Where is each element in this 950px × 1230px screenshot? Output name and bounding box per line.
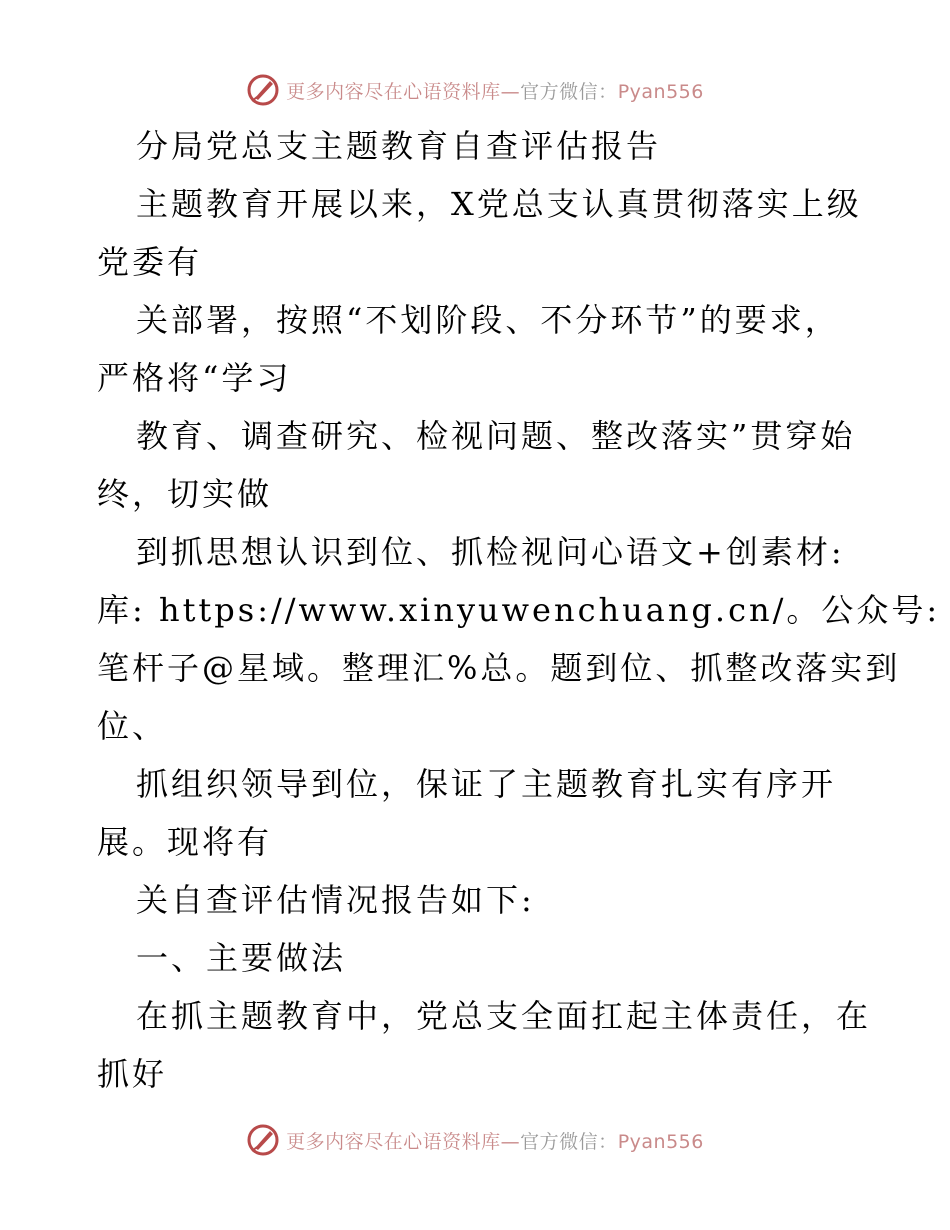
banner-wechat-label: 官方微信：	[520, 1130, 618, 1153]
paragraph-line: 主题教育开展以来，X党总支认真贯彻落实上级	[136, 185, 862, 223]
paragraph-line: 笔杆子@星域。整理汇%总。题到位、抓整改落实到	[97, 649, 901, 687]
paragraph-line: 党委有	[97, 243, 203, 281]
banner-dash: —	[500, 80, 521, 103]
banner-site: 更多内容尽在心语资料库	[286, 80, 501, 103]
paragraph-line: 关部署，按照“不划阶段、不分环节”的要求，	[136, 301, 840, 339]
section-heading: 一、主要做法	[136, 939, 347, 977]
paragraph-line: 位、	[97, 707, 168, 745]
banner-account: Pyan556	[617, 1130, 704, 1153]
banner-account: Pyan556	[617, 80, 704, 103]
footer-banner	[0, 1120, 950, 1160]
paragraph-line: 到抓思想认识到位、抓检视问心语文+创素材:	[136, 533, 845, 571]
paragraph-line: 在抓主题教育中，党总支全面扛起主体责任，在	[136, 997, 872, 1035]
paragraph-line: 库: https://www.xinyuwenchuang.cn/。公众号:	[97, 591, 941, 629]
quill-logo-icon	[246, 1123, 280, 1157]
banner-text	[286, 77, 704, 104]
paragraph-line: 严格将“学习	[97, 359, 292, 397]
banner-site: 更多内容尽在心语资料库	[286, 1130, 501, 1153]
paragraph-line: 关自查评估情况报告如下:	[136, 881, 535, 919]
paragraph-line: 教育、调查研究、检视问题、整改落实”贯穿始	[136, 417, 856, 455]
paragraph-line: 抓好	[97, 1055, 168, 1093]
paragraph-line: 抓组织领导到位，保证了主题教育扎实有序开	[136, 765, 837, 803]
banner-wechat-label: 官方微信：	[520, 80, 618, 103]
paragraph-line: 展。现将有	[97, 823, 273, 861]
document-title: 分局党总支主题教育自查评估报告	[136, 127, 662, 165]
banner-text	[286, 1127, 704, 1154]
paragraph-line: 终，切实做	[97, 475, 273, 513]
banner-dash: —	[500, 1130, 521, 1153]
quill-logo-icon	[246, 73, 280, 107]
header-banner	[0, 70, 950, 110]
